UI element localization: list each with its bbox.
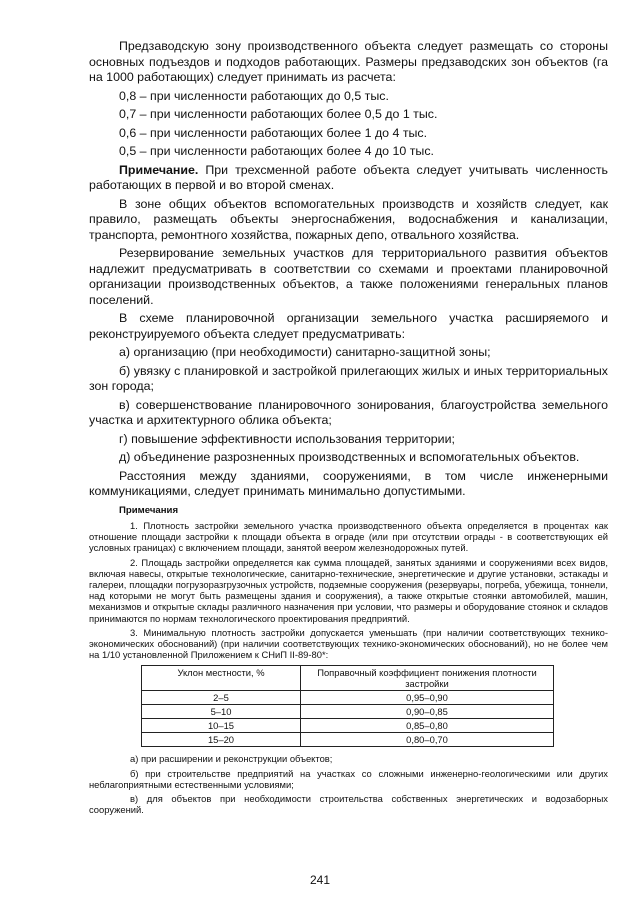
list-item: в) для объектов при необходимости строительства собственных энергетических и водозаборных сооружений. bbox=[89, 793, 608, 816]
table-header-slope: Уклон местности, % bbox=[142, 666, 301, 691]
note-item: 1. Плотность застройки земельного участка производственного объекта определяется в процентах как отношение площади застройки к площади объекта в ограде (или при отсутствии ограды - в соответствующих ей условных границах) с включением площади, занятой веером железнодорожных путей. bbox=[89, 520, 608, 554]
table-cell: 2–5 bbox=[142, 691, 301, 705]
note-label: Примечание. bbox=[119, 162, 199, 177]
table-cell: 0,95–0,90 bbox=[301, 691, 554, 705]
list-item: в) совершенствование планировочного зонирования, благоустройства земельного участка и архитектурного облика объекта; bbox=[89, 397, 608, 427]
table-row bbox=[142, 705, 554, 719]
note-text: При трехсменной работе объекта следует учитывать численность работающих в первой и во второй сменах. bbox=[89, 162, 608, 192]
list-item: 0,7 – при численности работающих более 0,5 до 1 тыс. bbox=[119, 107, 438, 121]
coefficient-table bbox=[141, 665, 554, 747]
paragraph-distances: Расстояния между зданиями, сооружениями, в том числе инженерными коммуникациями, следует принимать минимально допустимыми. bbox=[89, 468, 608, 498]
paragraph-reservation: Резервирование земельных участков для территориального развития объектов надлежит предусматривать в соответствии со схемами и проектами планировочной организации производственных объектов, а также положениями генеральных планов поселений. bbox=[89, 246, 608, 307]
note-paragraph bbox=[89, 163, 608, 194]
list-item: а) при расширении и реконструкции объектов; bbox=[130, 753, 333, 765]
table-cell: 15–20 bbox=[142, 733, 301, 747]
document-body bbox=[89, 39, 608, 818]
paragraph-general-objects: В зоне общих объектов вспомогательных производств и хозяйств следует, как правило, размещать объекты энергоснабжения, водоснабжения и канализации, транспорта, ремонтного хозяйства, пожарных депо, отвального хозяйства. bbox=[89, 196, 608, 242]
table-cell: 0,85–0,80 bbox=[301, 719, 554, 733]
list-item: б) увязку с планировкой и застройкой прилегающих жилых и иных территориальных зон города; bbox=[89, 363, 608, 393]
table-cell: 0,90–0,85 bbox=[301, 705, 554, 719]
table-cell: 0,80–0,70 bbox=[301, 733, 554, 747]
paragraph-planning-scheme: В схеме планировочной организации земельного участка расширяемого и реконструируемого объекта следует предусматривать: bbox=[89, 311, 608, 341]
list-item: б) при строительстве предприятий на участках со сложными инженерно-геологическими или других неблагоприятными естественными условиями; bbox=[89, 767, 608, 790]
notes-title: Примечания bbox=[119, 504, 179, 516]
table-cell: 5–10 bbox=[142, 705, 301, 719]
notes-block bbox=[89, 520, 608, 815]
table-row bbox=[142, 719, 554, 733]
list-item: 0,5 – при численности работающих более 4 до 10 тыс. bbox=[119, 144, 434, 158]
note-item: 2. Площадь застройки определяется как сумма площадей, занятых зданиями и сооружениями всех видов, включая навесы, открытые технологические, санитарно-технические, энергетические и другие установки, эстакады и галереи, площадки погрузоразгрузочных устройств, подземные сооружения (резервуары, погреба, убежища, тоннели, над которыми не могут быть размещены здания и сооружения), а также открытые стоянки автомобилей, машин, механизмов и открытые склады различного назначения при условии, что размеры и оборудование стоянок и складов принимаются по нормам технологического проектирования предприятий. bbox=[89, 556, 608, 624]
list-item: 0,6 – при численности работающих более 1 до 4 тыс. bbox=[119, 125, 428, 140]
table-row bbox=[142, 733, 554, 747]
list-item: 0,8 – при численности работающих до 0,5 тыс. bbox=[119, 88, 389, 103]
page-number: 241 bbox=[309, 873, 331, 887]
note-item: 3. Минимальную плотность застройки допускается уменьшать (при наличии соответствующих технико-экономических обоснований) (при наличии соответствующих технико-экономических обоснований), но не более чем на 1/10 установленной Приложением к СНиП II-89-80*: bbox=[89, 626, 608, 661]
paragraph-predzavodskaya-zona: Предзаводскую зону производственного объекта следует размещать со стороны основных подъездов и подходов работающих. Размеры предзаводских зон объектов (га на 1000 работающих) следует принимать из расчета: bbox=[89, 39, 608, 84]
table-cell: 10–15 bbox=[142, 719, 301, 733]
list-item: г) повышение эффективности использования территории; bbox=[119, 431, 455, 446]
table-row bbox=[142, 691, 554, 705]
list-item: д) объединение разрозненных производственных и вспомогательных объектов. bbox=[119, 450, 580, 464]
table-header-row bbox=[142, 666, 554, 691]
list-item: а) организацию (при необходимости) санитарно-защитной зоны; bbox=[119, 345, 491, 359]
table-header-coefficient: Поправочный коэффициент понижения плотности застройки bbox=[301, 666, 554, 691]
